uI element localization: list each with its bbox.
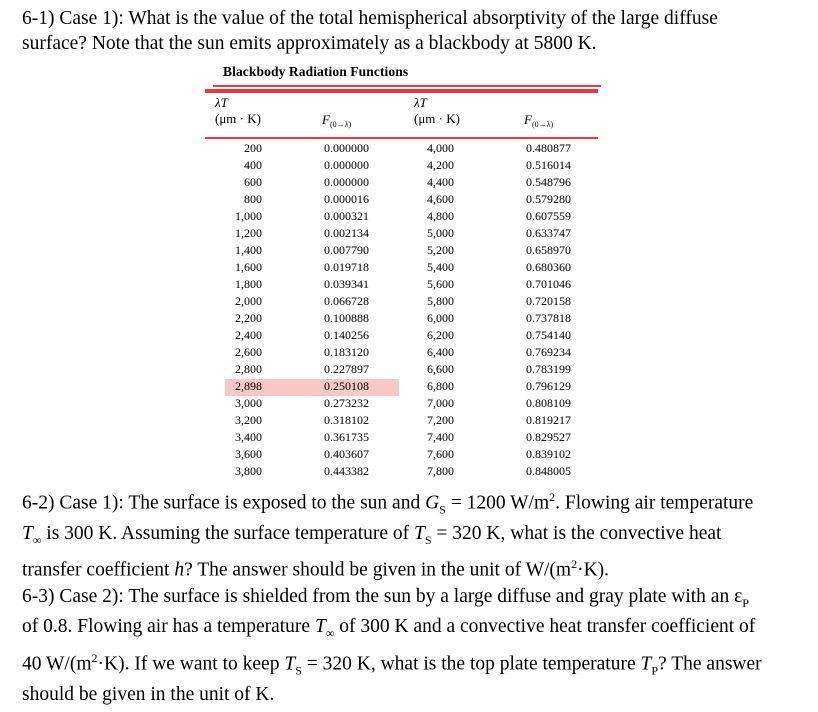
table-cell-f-right: 0.737818 xyxy=(526,311,571,325)
table-cell-f-left: 0.000016 xyxy=(324,192,369,206)
table-cell-f-right: 0.783199 xyxy=(526,362,571,376)
table-cell-lambda-t-left: 2,000 xyxy=(235,294,262,308)
table-cell-f-right: 0.769234 xyxy=(526,345,571,359)
question-6-2-line-1: 6-2) Case 1): The surface is exposed to the sun and $G_S = 1200$ $W/m^2$. Flowing air temperature xyxy=(22,490,754,517)
table-cell-f-left: 0.183120 xyxy=(324,345,369,359)
table-cell-lambda-t-left: 1,200 xyxy=(235,226,262,240)
table-cell-f-left: 0.227897 xyxy=(324,362,369,376)
table-cell-lambda-t-right: 7,000 xyxy=(427,396,454,410)
header-f-right: $F_{(0\to\lambda)}$ xyxy=(524,112,554,129)
table-cell-f-right: 0.680360 xyxy=(526,260,571,274)
question-6-3-line-1: 6-3) Case 2): The surface is shielded from the sun by a large diffuse and gray plate with an $\varepsilon_P$ xyxy=(22,586,749,610)
table-cell-f-right: 0.607559 xyxy=(526,209,571,223)
header-unit-left: (μm · K) xyxy=(215,111,261,126)
table-cell-f-left: 0.007790 xyxy=(324,243,369,257)
table-cell-lambda-t-left: 1,400 xyxy=(235,243,262,257)
question-6-3-line-2: of 0.8. Flowing air has a temperature $T_\infty$ of 300 K and a convective heat transfer coefficient of xyxy=(22,616,756,641)
table-cell-f-left: 0.000000 xyxy=(324,175,369,189)
table-cell-lambda-t-left: 3,800 xyxy=(235,464,262,478)
question-6-3-line-4: should be given in the unit of K. xyxy=(22,683,275,705)
table-cell-f-right: 0.848005 xyxy=(526,464,571,478)
table-cell-lambda-t-right: 7,400 xyxy=(427,430,454,444)
table-cell-f-right: 0.480877 xyxy=(526,141,571,155)
table-cell-f-left: 0.140256 xyxy=(324,328,369,342)
table-cell-lambda-t-right: 6,000 xyxy=(427,311,454,325)
table-cell-lambda-t-right: 5,200 xyxy=(427,243,454,257)
table-cell-f-left: 0.000321 xyxy=(324,209,369,223)
table-cell-f-left: 0.443382 xyxy=(324,464,369,478)
table-cell-lambda-t-left: 1,600 xyxy=(235,260,262,274)
table-cell-lambda-t-right: 6,800 xyxy=(427,379,454,393)
table-cell-lambda-t-left: 600 xyxy=(244,175,262,189)
table-cell-lambda-t-right: 5,800 xyxy=(427,294,454,308)
table-cell-f-right: 0.796129 xyxy=(526,379,571,393)
table-cell-lambda-t-right: 4,600 xyxy=(427,192,454,206)
column-lambda-t-left xyxy=(228,140,262,480)
table-cell-lambda-t-right: 6,200 xyxy=(427,328,454,342)
table-cell-lambda-t-right: 5,600 xyxy=(427,277,454,291)
column-f-left xyxy=(324,140,369,480)
question-6-3 xyxy=(22,585,794,707)
table-cell-lambda-t-right: 7,600 xyxy=(427,447,454,461)
question-6-3-line-3: 40 $W/(m^2\cdot K)$. If we want to keep $T_S = 320$ K, what is the top plate temperature $T_P$? The answer xyxy=(22,650,762,678)
table-cell-lambda-t-left: 800 xyxy=(244,192,262,206)
table-caption: Blackbody Radiation Functions xyxy=(223,64,409,79)
table-cell-lambda-t-right: 4,400 xyxy=(427,175,454,189)
table-cell-f-left: 0.403607 xyxy=(324,447,369,461)
table-cell-f-right: 0.658970 xyxy=(526,243,571,257)
table-cell-lambda-t-right: 4,200 xyxy=(427,158,454,172)
table-cell-f-left: 0.318102 xyxy=(324,413,369,427)
table-cell-f-right: 0.548796 xyxy=(526,175,571,189)
table-cell-lambda-t-right: 6,600 xyxy=(427,362,454,376)
table-cell-lambda-t-left: 1,800 xyxy=(235,277,262,291)
table-cell-f-right: 0.754140 xyxy=(526,328,571,342)
table-cell-lambda-t-right: 4,800 xyxy=(427,209,454,223)
table-cell-f-right: 0.701046 xyxy=(526,277,571,291)
question-6-1-line-1: 6-1) Case 1): What is the value of the total hemispherical absorptivity of the large diffuse xyxy=(22,8,718,29)
table-cell-f-right: 0.839102 xyxy=(526,447,571,461)
table-cell-lambda-t-right: 4,000 xyxy=(427,141,454,155)
table-cell-lambda-t-left: 2,400 xyxy=(235,328,262,342)
table-rule-header xyxy=(205,89,598,93)
table-cell-f-right: 0.829527 xyxy=(526,430,571,444)
header-lambda-t-left: λT (μm · K) xyxy=(215,95,261,126)
table-cell-f-right: 0.819217 xyxy=(526,413,571,427)
header-lambda-t-right: λT (μm · K) xyxy=(414,95,460,126)
table-cell-f-left: 0.250108 xyxy=(324,379,369,393)
table-cell-lambda-t-left: 2,800 xyxy=(235,362,262,376)
table-cell-lambda-t-right: 7,800 xyxy=(427,464,454,478)
table-cell-lambda-t-left: 3,200 xyxy=(235,413,262,427)
table-rule-top xyxy=(213,85,601,87)
table-cell-f-right: 0.516014 xyxy=(526,158,571,172)
table-cell-f-left: 0.000000 xyxy=(324,141,369,155)
table-cell-f-left: 0.039341 xyxy=(324,277,369,291)
table-cell-f-right: 0.579280 xyxy=(526,192,571,206)
header-f-left: $F_{(0\to\lambda)}$ xyxy=(322,112,352,129)
table-cell-f-right: 0.720158 xyxy=(526,294,571,308)
question-6-2-line-3: transfer coefficient h? The answer should be given in the unit of $W/(m^2\cdot K)$. xyxy=(22,557,610,581)
table-cell-lambda-t-left: 200 xyxy=(244,141,262,155)
column-lambda-t-right xyxy=(427,140,454,480)
column-f-right xyxy=(526,140,571,480)
table-cell-lambda-t-right: 7,200 xyxy=(427,413,454,427)
table-cell-lambda-t-left: 2,200 xyxy=(235,311,262,325)
question-6-1 xyxy=(22,7,794,56)
table-cell-f-left: 0.000000 xyxy=(324,158,369,172)
table-cell-lambda-t-left: 400 xyxy=(244,158,262,172)
table-cell-lambda-t-right: 5,400 xyxy=(427,260,454,274)
table-cell-lambda-t-left: 2,898 xyxy=(235,379,262,393)
question-6-2 xyxy=(22,485,794,583)
question-6-2-line-2: $T_\infty$ is 300 K. Assuming the surface temperature of $T_S = 320$ K, what is the convective heat xyxy=(22,522,722,547)
table-rule-header-bottom xyxy=(205,137,598,139)
table-cell-f-left: 0.019718 xyxy=(324,260,369,274)
table-cell-f-left: 0.100888 xyxy=(324,311,369,325)
table-cell-f-right: 0.633747 xyxy=(526,226,571,240)
table-cell-f-left: 0.361735 xyxy=(324,430,369,444)
table-cell-lambda-t-left: 3,600 xyxy=(235,447,262,461)
table-cell-f-left: 0.273232 xyxy=(324,396,369,410)
table-cell-f-right: 0.808109 xyxy=(526,396,571,410)
table-cell-lambda-t-left: 3,000 xyxy=(235,396,262,410)
table-cell-f-left: 0.066728 xyxy=(324,294,369,308)
table-cell-lambda-t-left: 3,400 xyxy=(235,430,262,444)
question-6-1-line-2: surface? Note that the sun emits approximately as a blackbody at 5800 K. xyxy=(22,32,597,54)
table-cell-f-left: 0.002134 xyxy=(324,226,369,240)
header-unit-right: (μm · K) xyxy=(414,111,460,126)
table-cell-lambda-t-right: 6,400 xyxy=(427,345,454,359)
table-cell-lambda-t-left: 1,000 xyxy=(235,209,262,223)
table-cell-lambda-t-left: 2,600 xyxy=(235,345,262,359)
table-cell-lambda-t-right: 5,000 xyxy=(427,226,454,240)
